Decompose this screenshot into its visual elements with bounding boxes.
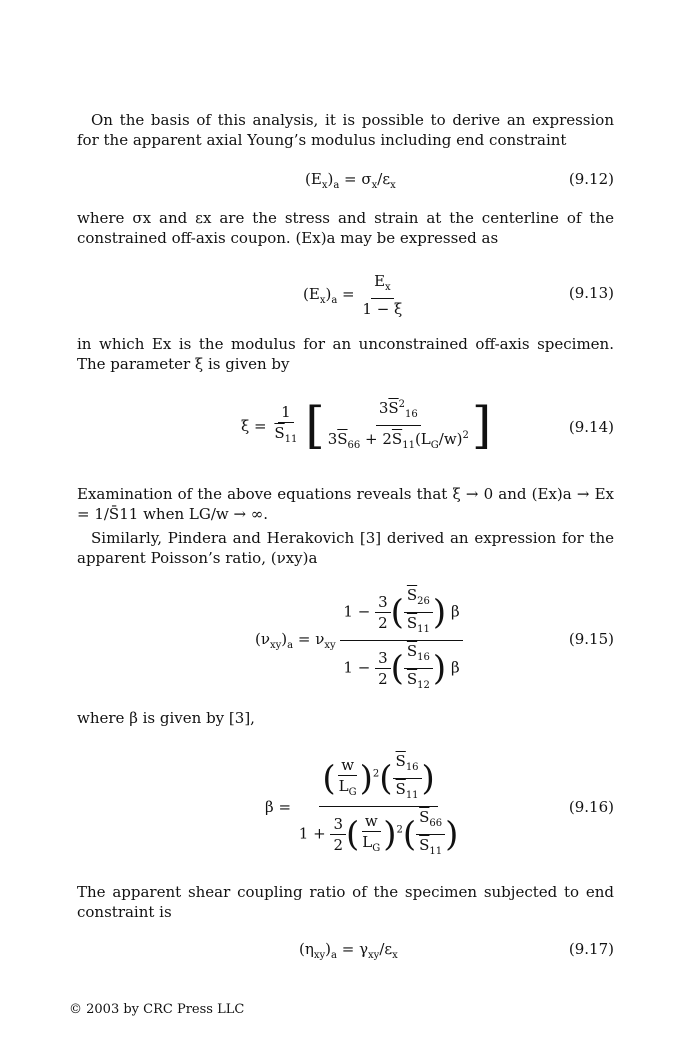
equation-9-12 xyxy=(77,170,614,192)
equation-number: (9.17) xyxy=(568,940,614,958)
paragraph-shear-coupling-text: The apparent shear coupling ratio of the specimen subjected to end constraint is xyxy=(77,883,614,921)
paragraph-modulus-text: in which Ex is the modulus for an unconstrained off-axis specimen. The parameter ξ is given by xyxy=(77,335,614,373)
equation-9-15 xyxy=(77,586,614,696)
paragraph-stress-strain-text: where σx and εx are the stress and strain at the centerline of the constrained off-axis coupon. (Ex)a may be expressed as xyxy=(77,209,614,247)
paragraph-intro-text: On the basis of this analysis, it is possible to derive an expression for the apparent axial Young’s modulus including end constraint xyxy=(77,111,614,149)
paragraph-intro xyxy=(77,110,614,150)
equation-9-15-body: $(\nu_{xy})_a = \nu_{xy}$ 1 − $\frac{3}{2}$ ( $\frac{\overline{S}_{26}}{\overline{S}_{11}}$ ) β 1 − $\frac{3}{2}$ ( $\frac{\overline{S}_{16}}{\overline{S}_{12}}$ ) β xyxy=(255,586,463,695)
equation-number: (9.14) xyxy=(568,418,614,436)
paragraph-poisson-text: Similarly, Pindera and Herakovich [3] derived an expression for the apparent Poisson’s ratio, (νxy)a xyxy=(77,529,614,567)
paragraph-examination xyxy=(77,484,614,524)
equation-9-12-body: $(E_x)_a = \sigma_x/\varepsilon_x$ xyxy=(305,170,396,191)
paragraph-poisson xyxy=(77,528,614,568)
paragraph-stress-strain xyxy=(77,208,614,248)
paragraph-beta-text: where β is given by [3], xyxy=(77,709,255,727)
copyright-footer: © 2003 by CRC Press LLC xyxy=(69,1002,245,1017)
equation-9-16-body: β = ( $\frac{w}{L_G}$ )$^2$( $\frac{\overline{S}_{16}}{\overline{S}_{11}}$ ) 1 + $\frac{3}{2}$ ( $\frac{w}{L_G}$ )$^2$( $\frac{\overline{S}_{66}}{\overline{S}_{11}}$ ) xyxy=(265,752,459,857)
equation-9-16 xyxy=(77,752,614,864)
equation-9-13-body: $(E_x)_a$ = $\frac{E_x}{1 - \xi}$ xyxy=(303,272,403,318)
equation-number: (9.15) xyxy=(568,630,614,648)
equation-9-17-body: $(\eta_{xy})_a = \gamma_{xy}/\varepsilon_x$ xyxy=(299,940,398,961)
equation-9-14-body: ξ = $\frac{1}{\overline{S}_{11}}$ [ $\frac{3\overline{S}^2_{16}}{3\overline{S}_{66} + 2\overline{S}_{11}(L_G/w)^2}$ ] xyxy=(241,396,492,455)
paragraph-modulus xyxy=(77,334,614,374)
equation-number: (9.12) xyxy=(568,170,614,188)
paragraph-examination-text: Examination of the above equations reveals that ξ → 0 and (Ex)a → Ex = 1/S̄11 when LG/w → ∞. xyxy=(77,485,614,523)
equation-9-13 xyxy=(77,268,614,318)
equation-9-17 xyxy=(77,940,614,962)
paragraph-beta xyxy=(77,708,614,728)
paragraph-shear-coupling xyxy=(77,882,614,922)
equation-number: (9.16) xyxy=(568,798,614,816)
equation-9-14 xyxy=(77,396,614,462)
equation-number: (9.13) xyxy=(568,284,614,302)
